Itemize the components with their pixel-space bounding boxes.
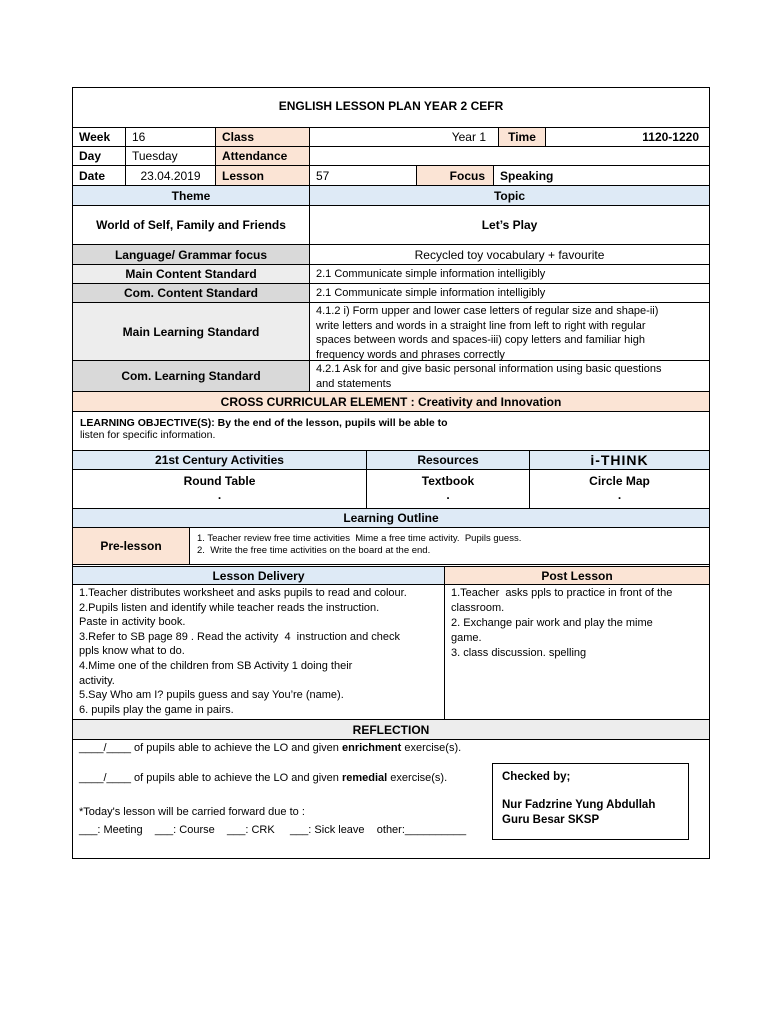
delivery-line: 6. pupils play the game in pairs. xyxy=(79,703,234,716)
post-lesson-label: Post Lesson xyxy=(444,566,710,585)
delivery-line: 1.Teacher distributes worksheet and asks pupils to read and colour. xyxy=(79,587,407,599)
topic-label: Topic xyxy=(309,185,710,206)
enrichment-suffix: exercise(s). xyxy=(401,742,462,754)
language-label: Language/ Grammar focus xyxy=(72,244,310,265)
delivery-line: 2.Pupils listen and identify while teacher reads the instruction. xyxy=(79,601,380,614)
main-content-value: 2.1 Communicate simple information intelligibly xyxy=(309,264,710,284)
post-line: 3. class discussion. spelling xyxy=(451,647,587,659)
main-content-label: Main Content Standard xyxy=(72,264,310,284)
delivery-line: 4.Mime one of the children from SB Activity 1 doing their xyxy=(79,659,353,672)
main-learning-line: 4.1.2 i) Form upper and lower case letters of regular size and shape-ii) xyxy=(316,305,659,317)
theme-value: World of Self, Family and Friends xyxy=(72,205,310,245)
remedial-line xyxy=(79,771,499,785)
pre-lesson-label: Pre-lesson xyxy=(72,527,190,565)
theme-label: Theme xyxy=(72,185,310,206)
post-line: game. xyxy=(451,632,482,644)
class-value: Year 1 xyxy=(309,127,499,147)
enrichment-prefix: ____/____ of pupils able to achieve the LO and given xyxy=(79,742,342,754)
class-label: Class xyxy=(215,127,310,147)
main-learning-value xyxy=(309,302,710,361)
pre-lesson-content xyxy=(189,527,710,565)
ithink-map: Circle Map xyxy=(589,474,650,488)
main-learning-label: Main Learning Standard xyxy=(72,302,310,361)
objective-label: LEARNING OBJECTIVE(S): By the end of the lesson, pupils will be able to xyxy=(80,417,448,429)
learning-outline-label: Learning Outline xyxy=(72,508,710,528)
century-label: 21st Century Activities xyxy=(72,450,367,470)
remedial-word: remedial xyxy=(341,772,388,784)
attendance-value xyxy=(309,146,710,166)
resources-item: Textbook xyxy=(421,474,475,488)
century-value xyxy=(72,469,367,509)
com-learning-line: 4.2.1 Ask for and give basic personal information using basic questions xyxy=(316,363,662,375)
carry-forward-note: *Today's lesson will be carried forward due to : xyxy=(79,806,305,818)
week-value: 16 xyxy=(125,127,216,147)
ithink-dot: . xyxy=(617,488,622,502)
com-learning-label: Com. Learning Standard xyxy=(72,360,310,392)
com-learning-line: and statements xyxy=(316,377,392,390)
lesson-label: Lesson xyxy=(215,165,310,186)
enrichment-word: enrichment xyxy=(341,742,402,754)
time-value: 1120-1220 xyxy=(545,127,710,147)
cross-curricular: CROSS CURRICULAR ELEMENT : Creativity and Innovation xyxy=(72,391,710,412)
ithink-value xyxy=(529,469,710,509)
com-content-label: Com. Content Standard xyxy=(72,283,310,303)
post-line: classroom. xyxy=(451,602,505,614)
delivery-line: 5.Say Who am I? pupils guess and say You’re (name). xyxy=(79,689,344,702)
page-title: ENGLISH LESSON PLAN YEAR 2 CEFR xyxy=(278,99,504,113)
checked-by-role: Guru Besar SKSP xyxy=(502,814,600,826)
attendance-label: Attendance xyxy=(215,146,310,166)
checked-by-box xyxy=(492,763,689,840)
enrichment-line xyxy=(79,741,499,755)
week-label: Week xyxy=(72,127,126,147)
delivery-line: 3.Refer to SB page 89 . Read the activity 4 instruction and check xyxy=(79,630,401,643)
time-label: Time xyxy=(498,127,546,147)
post-line: 2. Exchange pair work and play the mime xyxy=(451,617,653,629)
lesson-delivery-content xyxy=(72,584,445,720)
focus-label: Focus xyxy=(416,165,494,186)
century-activity: Round Table xyxy=(183,474,256,488)
remedial-suffix: exercise(s). xyxy=(387,772,448,784)
checked-by-label: Checked by; xyxy=(502,771,571,783)
ithink-label xyxy=(529,450,710,470)
com-content-value: 2.1 Communicate simple information intelligibly xyxy=(309,283,710,303)
remedial-prefix: ____/____ of pupils able to achieve the LO and given xyxy=(79,772,342,784)
delivery-line: Paste in activity book. xyxy=(79,616,186,629)
pre-lesson-line: 1. Teacher review free time activities Mime a free time activity. Pupils guess. xyxy=(197,533,522,544)
objective-text: listen for specific information. xyxy=(80,429,216,441)
main-learning-line: write letters and words in a straight line from left to right with regular xyxy=(316,319,646,332)
reflection-label: REFLECTION xyxy=(72,719,710,740)
post-line: 1.Teacher asks ppls to practice in front of the xyxy=(451,587,673,599)
century-dot: . xyxy=(217,488,222,502)
com-learning-value xyxy=(309,360,710,392)
lesson-delivery-label: Lesson Delivery xyxy=(72,566,445,585)
pre-lesson-line: 2. Write the free time activities on the board at the end. xyxy=(197,545,431,556)
delivery-line: ppls know what to do. xyxy=(79,645,185,658)
delivery-line: activity. xyxy=(79,674,115,687)
main-learning-line: spaces between words and spaces-iii) copy letters and familiar high xyxy=(316,334,645,346)
lesson-value: 57 xyxy=(309,165,417,186)
day-label: Day xyxy=(72,146,126,166)
date-value: 23.04.2019 xyxy=(125,165,216,186)
day-value: Tuesday xyxy=(125,146,216,166)
learning-objective xyxy=(72,411,710,451)
focus-value: Speaking xyxy=(493,165,710,186)
resources-dot: . xyxy=(446,488,450,502)
checked-by-name: Nur Fadzrine Yung Abdullah xyxy=(502,799,656,811)
topic-value: Let’s Play xyxy=(309,205,710,245)
main-learning-line: frequency words and phrases correctly xyxy=(316,348,505,361)
resources-value xyxy=(366,469,530,509)
carry-forward-reasons: ___: Meeting ___: Course ___: CRK ___: Sick leave other:__________ xyxy=(79,824,467,836)
resources-label: Resources xyxy=(366,450,530,470)
language-value: Recycled toy vocabulary + favourite xyxy=(309,244,710,265)
date-label: Date xyxy=(72,165,126,186)
post-lesson-content xyxy=(444,584,710,720)
ithink-logo-icon: i-THINK xyxy=(590,452,649,468)
